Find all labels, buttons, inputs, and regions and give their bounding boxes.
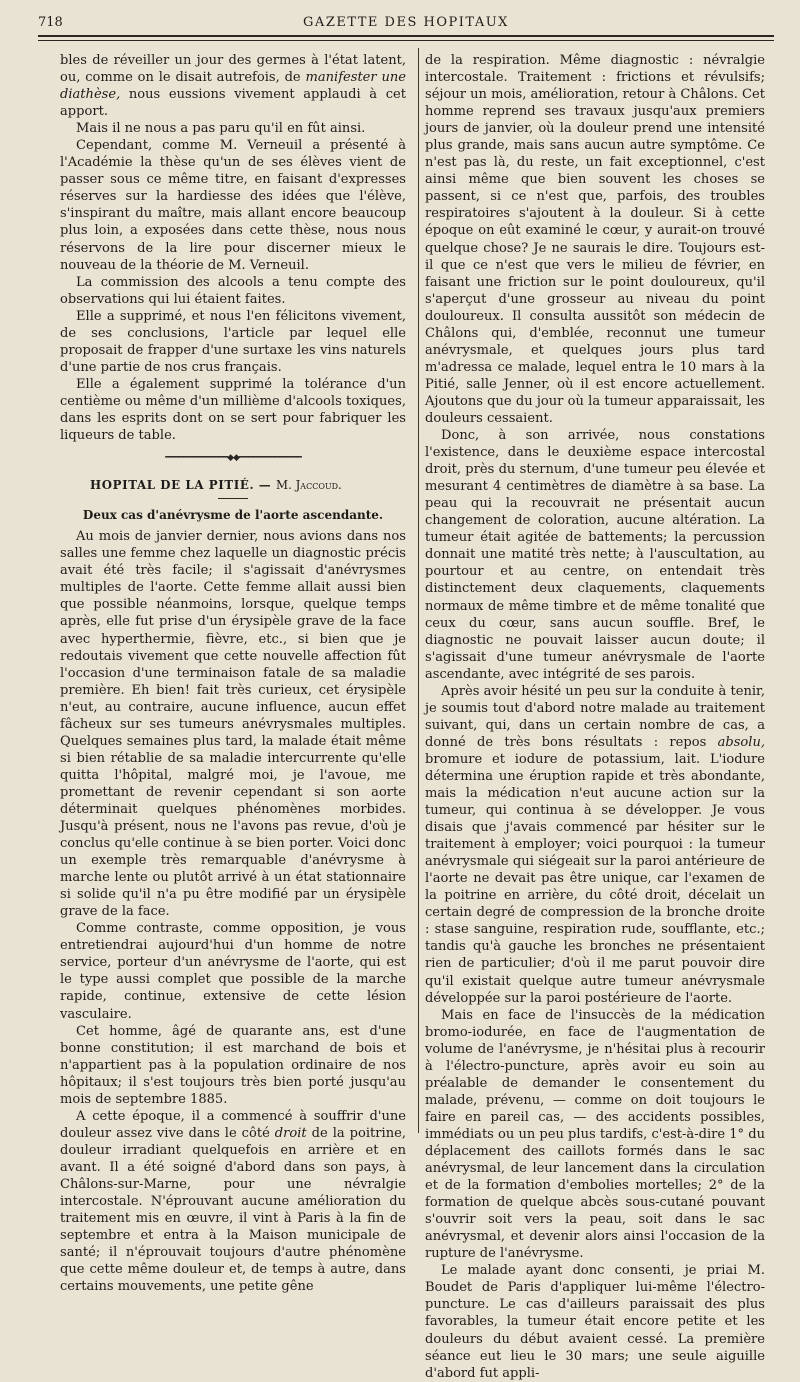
journal-title: GAZETTE DES HOPITAUX bbox=[303, 15, 509, 30]
paragraph bbox=[60, 1108, 406, 1296]
paragraph: Mais en face de l'insuccès de la médication bromo-iodurée, en face de l'augmentation de volume de l'anévrysme, je n'hésitai plus à recourir à l'électro-puncture, après avoir eu soin au préalable de demander le consentement du malade, prévenu, — comme on doit toujours le faire en pareil cas, — des accidents possibles, immédiats ou un peu plus tardifs, c'est-à-dire 1° du déplacement des caillots formés dans le sac anévrysmal, de leur lancement dans la circulation et de la formation d'embolies mortelles; 2° de la formation de quelque abcès sous-cutané pouvant s'ouvrir soit vers la peau, soit dans le sac anévrysmal, et devenir alors ainsi l'occasion de la rupture de l'anévrysme. bbox=[425, 1007, 765, 1262]
section-heading bbox=[90, 477, 406, 494]
text-run: de la poitrine, douleur irradiant quelquefois en arrière et en avant. Il a été soigné d'abord dans son pays, à Châlons-sur-Marne, pour une névralgie intercostale. N'éprouvant aucune amélioration du traitement mis en œuvre, il vint à Paris à la fin de septembre et entra à la Maison municipale de santé; il n'éprouvait toujours d'autre phénomène que cette même douleur et, de temps à autre, dans certains mouvements, une petite gêne bbox=[60, 1125, 406, 1295]
text-run: A cette époque, il a commencé à souffrir d'une douleur assez vive dans le côté bbox=[60, 1108, 406, 1141]
section-ornament: ━━━━━━━━━━━━━━◆◆━━━━━━━━━━━━━━ bbox=[165, 453, 301, 464]
paragraph: Le malade ayant donc consenti, je priai M. Boudet de Paris d'appliquer lui-même l'électro-puncture. Le cas d'ailleurs paraissait des plus favorables, la tumeur était encore petite et les douleurs du début avaient cessé. La première séance eut lieu le 30 mars; une seule aiguille d'abord fut appli- bbox=[425, 1263, 765, 1381]
paragraph: Comme contraste, comme opposition, je vous entretiendrai aujourd'hui d'un homme de notre service, porteur d'un anévrysme de l'aorte, qui est le type aussi complet que possible de la marche rapide, continue, extensive de cette lésion vasculaire. bbox=[60, 921, 406, 1022]
text-run: bles de réveiller un jour des germes à l'état latent, ou, comme on le disait autrefois, de bbox=[60, 53, 406, 86]
text-run: Après avoir hésité un peu sur la conduite à tenir, je soumis tout d'abord notre malade au traitement suivant, qui, dans un certain nombre de cas, a donné de très bons résultats : repos bbox=[425, 683, 765, 750]
paragraph: Mais il ne nous a pas paru qu'il en fût ainsi. bbox=[76, 121, 366, 137]
hospital-name: HOPITAL DE LA PITIÉ. — bbox=[90, 478, 272, 493]
paragraph: Donc, à son arrivée, nous constations l'existence, dans le deuxième espace intercostal droit, près du sternum, d'une tumeur peu élevée et mesurant 4 centimètres de diamètre à sa base. La peau qui la recouvrait ne présentait aucun changement de coloration, aucune altération. La tumeur était agitée de battements; la percussion donnait une matité très nette; à l'auscultation, au pourtour et au centre, on entendait très distinctement deux claquements, claquements normaux de même timbre et de même tonalité que ceux du cœur, sans aucun souffle. Bref, le diagnostic ne pouvait laisser aucun doute; il s'agissait d'une tumeur anévrysmale de l'aorte ascendante, avec intégrité de ses parois. bbox=[425, 428, 765, 682]
paragraph: Au mois de janvier dernier, nous avions dans nos salles une femme chez laquelle un diagnostic précis avait été très facile; il s'agissait d'anévrysmes multiples de l'aorte. Cette femme allait aussi bien que possible néanmoins, lorsque, quelque temps après, elle fut prise d'un érysipèle grave de la face avec hyperthermie, fièvre, etc., si bien que je redoutais vivement que cette nouvelle affection fût l'occasion d'une terminaison fatale de sa maladie première. Eh bien! fait très curieux, cet érysipèle n'eut, au contraire, aucune influence, aucun effet fâcheux sur ses tumeurs anévrysmales multiples. Quelques semaines plus tard, la malade était même si bien rétablie de sa maladie intercurrente qu'elle quitta l'hôpital, malgré moi, je l'avoue, me promettant de revenir cependant si son aorte déterminait quelques phénomènes morbides. Jusqu'à présent, nous ne l'avons pas revue, d'où je conclus qu'elle continue à se bien porter. Voici donc un exemple très remarquable d'anévrysme à marche lente ou plutôt arrivé à un état stationnaire si solide qu'il n'a pu être modifié par un érysipèle grave de la face. bbox=[60, 529, 406, 920]
italic-phrase: manifester une diathèse, bbox=[60, 70, 406, 103]
page-header bbox=[38, 13, 774, 33]
author-name: M. Jaccoud. bbox=[276, 478, 342, 493]
column-divider bbox=[418, 48, 419, 1133]
paragraph: Elle a également supprimé la tolérance d'un centième ou même d'un millième d'alcools toxiques, dans les esprits dont on se sert pour fabriquer les liqueurs de table. bbox=[60, 376, 406, 444]
paragraph: Cet homme, âgé de quarante ans, est d'une bonne constitution; il est marchand de bois et n'appartient pas à la population ordinaire de nos hôpitaux; il s'est toujours très bien porté jusqu'au mois de septembre 1885. bbox=[60, 1023, 406, 1107]
right-column bbox=[425, 52, 765, 1381]
paragraph: de la respiration. Même diagnostic : névralgie intercostale. Traitement : frictions et révulsifs; séjour un mois, amélioration, retour à Châlons. Cet homme reprend ses travaux jusqu'aux premiers jours de janvier, où la douleur prend une intensité plus grande, mais sans aucun autre symptôme. Ce n'est pas là, du reste, un fait exceptionnel, c'est ainsi même que bien souvent les choses se passent, si ce n'est que, parfois, des troubles respiratoires s'ajoutent à la douleur. Si à cette époque on eût examiné le cœur, y aurait-on trouvé quelque chose? Je ne saurais le dire. Toujours est-il que ce n'est que vers le milieu de février, en faisant une friction sur le point douloureux, qu'il s'aperçut d'une grosseur au niveau du point douloureux. Il consulta aussitôt son médecin de Châlons qui, d'emblée, reconnut une tumeur anévrysmale, et quelques jours plus tard m'adressa ce malade, lequel entra le 10 mars à la Pitié, salle Jenner, où il est encore actuellement. Ajoutons que du jour où la tumeur apparaissait, les douleurs cessaient. bbox=[425, 53, 765, 426]
text-run: nous eussions vivement applaudi à cet apport. bbox=[60, 87, 406, 120]
page-number: 718 bbox=[38, 15, 63, 30]
paragraph: Elle a supprimé, et nous l'en félicitons vivement, de ses conclusions, l'article par lequel elle proposait de frapper d'une surtaxe les vins naturels d'une partie de nos crus français. bbox=[60, 308, 406, 375]
text-run: bromure et iodure de potassium, lait. L'iodure détermina une éruption rapide et très abondante, mais la médication n'eut aucune action sur la tumeur, qui continua à se développer. Je vous disais que j'avais commencé par hésiter sur le traitement à employer; voici pourquoi : la tumeur anévrysmale qui siégeait sur la paroi antérieure de l'aorte ne devait pas être unique, car l'examen de la poitrine en arrière, du côté droit, décelait un certain degré de compression de la bronche droite : stase sanguine, respiration rude, soufflante, etc.; tandis qu'à gauche les bronches ne présentaient rien de particulier; d'où il me parut pouvoir dire qu'il existait quelque autre tumeur anévrysmale développée sur la paroi postérieure de l'aorte. bbox=[425, 751, 765, 1006]
heading-rule bbox=[218, 498, 248, 499]
header-rule bbox=[38, 35, 774, 37]
italic-phrase: droit bbox=[274, 1125, 307, 1141]
paragraph bbox=[60, 52, 406, 120]
italic-phrase: absolu, bbox=[717, 734, 765, 750]
left-column bbox=[60, 52, 406, 1295]
header-rule-thin bbox=[38, 40, 774, 41]
paragraph: Cependant, comme M. Verneuil a présenté à l'Académie la thèse qu'un de ses élèves vient de passer sous ce même titre, en faisant d'expresses réserves sur la hardiesse des idées que l'élève, s'inspirant du maître, mais allant encore beaucoup plus loin, a exposées dans cette thèse, nous nous réservons de la lire pour discerner mieux le nouveau de la théorie de M. Verneuil. bbox=[60, 138, 406, 273]
paragraph: La commission des alcools a tenu compte des observations qui lui étaient faites. bbox=[60, 274, 406, 307]
article-title: Deux cas d'anévrysme de l'aorte ascendante. bbox=[82, 508, 384, 523]
paragraph bbox=[425, 683, 765, 1007]
